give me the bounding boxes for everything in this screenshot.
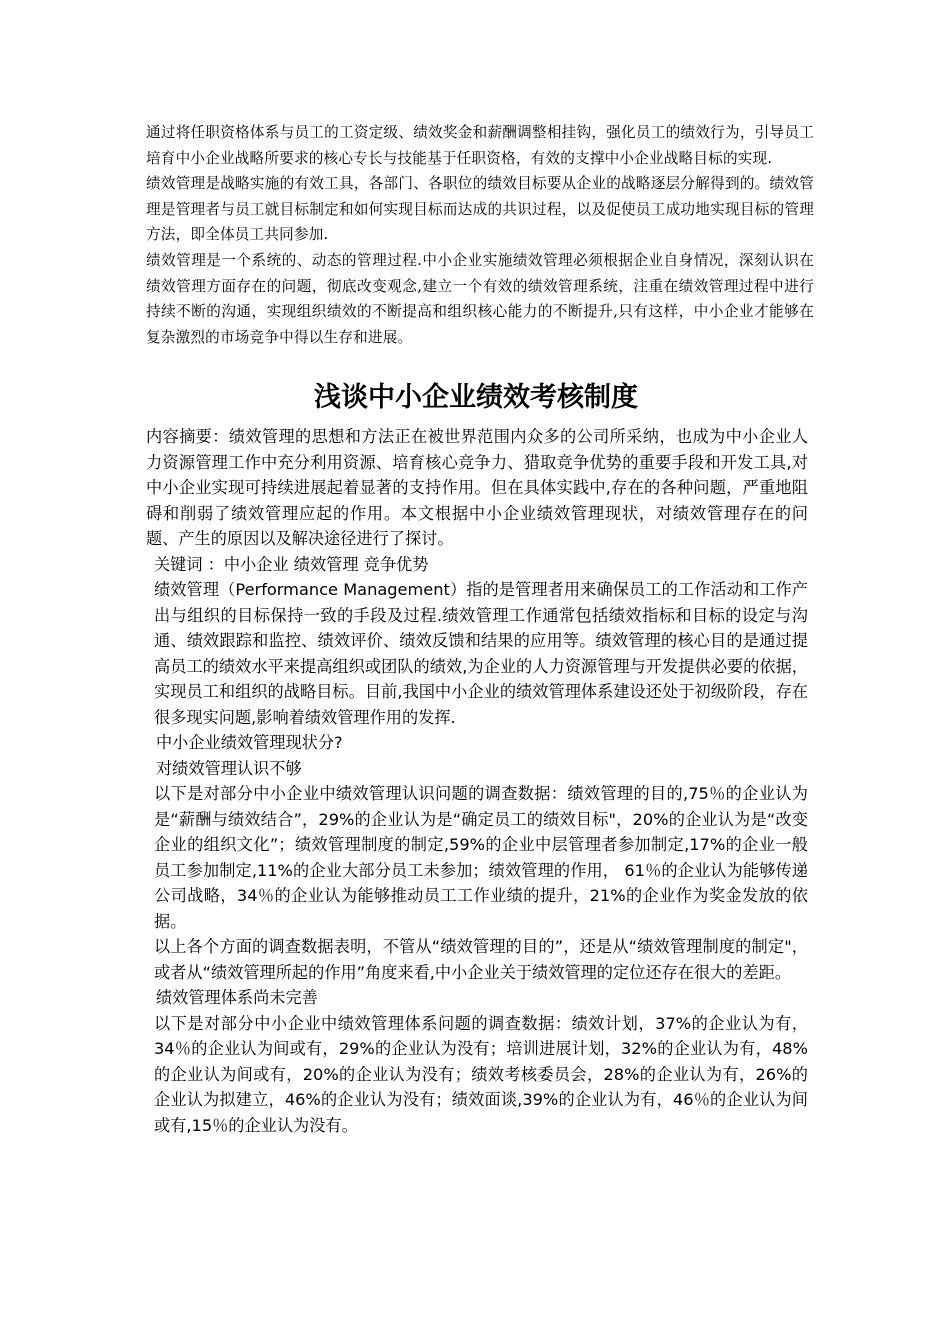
section-heading: 中小企业绩效管理现状分? xyxy=(156,733,343,752)
intro-section xyxy=(146,120,814,350)
intro-paragraph: 通过将任职资格体系与员工的工资定级、绩效奖金和薪酬调整相挂钩，强化员工的绩效行为，引导员工培育中小企业战略所要求的核心专长与技能基于任职资格，有效的支撑中小企业战略目标的实现. xyxy=(146,124,814,167)
survey-paragraph: 以下是对部分中小企业中绩效管理体系问题的调查数据：绩效计划，37%的企业认为有，34％的企业认为间或有，29%的企业认为没有；培训进展计划，32%的企业认为有，48%的企业认为间或有，20%的企业认为没有；绩效考核委员会，28%的企业认为有，26%的企业认为拟建立，46%的企业认为没有；绩效面谈,39%的企业认为有，46％的企业认为间或有,15％的企业认为没有。 xyxy=(154,1013,808,1135)
article-body xyxy=(146,424,808,1138)
definition-paragraph: 绩效管理（Performance Management）指的是管理者用来确保员工的工作活动和工作产出与组织的目标保持一致的手段及过程.绩效管理工作通常包括绩效指标和目标的设定与沟通、绩效跟踪和监控、绩效评价、绩效反馈和结果的应用等。绩效管理的核心目的是通过提高员工的绩效水平来提高组织或团队的绩效,为企业的人力资源管理与开发提供必要的依据，实现员工和组织的战略目标。目前,我国中小企业的绩效管理体系建设还处于初级阶段，存在很多现实问题,影响着绩效管理作用的发挥. xyxy=(154,580,808,727)
subsection-heading: 对绩效管理认识不够 xyxy=(156,758,302,778)
subsection-heading: 绩效管理体系尚未完善 xyxy=(156,988,318,1007)
survey-paragraph: 以下是对部分中小企业中绩效管理认识问题的调查数据：绩效管理的目的,75％的企业认为是“薪酬与绩效结合”，29%的企业认为是“确定员工的绩效目标"，20%的企业认为是“改变企业的组织文化”；绩效管理制度的制定,59%的企业中层管理者参加制定,17%的企业一般员工参加制定,11%的企业大部分员工未参加；绩效管理的作用， 61％的企业认为能够传递公司战略，34％的企业认为能够推动员工工作业绩的提升，21%的企业作为奖金发放的依据。 xyxy=(154,784,808,931)
abstract-paragraph: 内容摘要：绩效管理的思想和方法正在被世界范围内众多的公司所采纳，也成为中小企业人力资源管理工作中充分利用资源、培育核心竞争力、猎取竞争优势的重要手段和开发工具,对中小企业实现可持续进展起着显著的支持作用。但在具体实践中,存在的各种问题，严重地阻碍和削弱了绩效管理应起的作用。本文根据中小企业绩效管理现状，对绩效管理存在的问题、产生的原因以及解决途径进行了探讨。 xyxy=(146,427,808,548)
article-title: 浅谈中小企业绩效考核制度 xyxy=(314,382,638,413)
survey-conclusion-paragraph: 以上各个方面的调查数据表明，不管从“绩效管理的目的”，还是从“绩效管理制度的制定"，或者从“绩效管理所起的作用”角度来看,中小企业关于绩效管理的定位还存在很大的差距。 xyxy=(154,937,808,982)
intro-paragraph: 绩效管理是战略实施的有效工具，各部门、各职位的绩效目标要从企业的战略逐层分解得到的。绩效管理是管理者与员工就目标制定和如何实现目标而达成的共识过程，以及促使员工成功地实现目标的管理方法，即全体员工共同参加. xyxy=(146,175,814,244)
intro-paragraph: 绩效管理是一个系统的、动态的管理过程.中小企业实施绩效管理必须根据企业自身情况，深刻认识在绩效管理方面存在的问题，彻底改变观念,建立一个有效的绩效管理系统，注重在绩效管理过程中进行持续不断的沟通，实现组织绩效的不断提高和组织核心能力的不断提升,只有这样，中小企业才能够在复杂激烈的市场竞争中得以生存和进展。 xyxy=(146,251,814,346)
keywords-line: 关键词 ：中小企业 绩效管理 竞争优势 xyxy=(154,554,429,574)
